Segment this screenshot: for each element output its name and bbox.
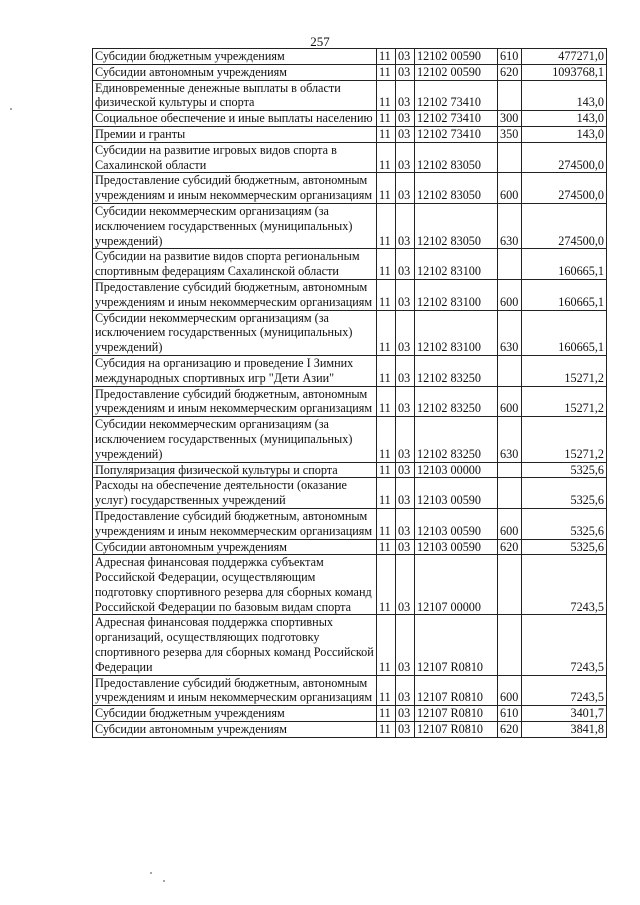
cell-c1: 11 — [377, 64, 396, 80]
cell-name: Субсидии некоммерческим организациям (за исключением государственных (муниципальных) учреждений) — [93, 203, 377, 248]
cell-code: 12102 83250 — [415, 355, 498, 386]
cell-c4: 630 — [498, 203, 522, 248]
table-row — [93, 615, 607, 675]
cell-c2: 03 — [396, 462, 415, 478]
table-row — [93, 173, 607, 204]
cell-name: Субсидии автономным учреждениям — [93, 722, 377, 738]
cell-c4: 620 — [498, 722, 522, 738]
cell-c1: 11 — [377, 142, 396, 173]
table-row — [93, 478, 607, 509]
table-row — [93, 508, 607, 539]
table-row — [93, 462, 607, 478]
cell-code: 12102 83050 — [415, 203, 498, 248]
cell-c4 — [498, 555, 522, 615]
cell-code: 12102 83250 — [415, 386, 498, 417]
cell-c4: 600 — [498, 675, 522, 706]
cell-c2: 03 — [396, 539, 415, 555]
table-row — [93, 706, 607, 722]
cell-name: Премии и гранты — [93, 126, 377, 142]
cell-c1: 11 — [377, 706, 396, 722]
cell-amount: 143,0 — [522, 80, 607, 111]
cell-code: 12107 00000 — [415, 555, 498, 615]
cell-c1: 11 — [377, 675, 396, 706]
cell-c2: 03 — [396, 706, 415, 722]
cell-c1: 11 — [377, 386, 396, 417]
cell-amount: 3841,8 — [522, 722, 607, 738]
table-row — [93, 249, 607, 280]
cell-c2: 03 — [396, 279, 415, 310]
scan-speck — [150, 872, 152, 874]
table-row — [93, 111, 607, 127]
table-row — [93, 64, 607, 80]
cell-name: Адресная финансовая поддержка субъектам Российской Федерации, осуществляющим подготовку спортивного резерва для сборных команд Российской Федерации по базовым видам спорта — [93, 555, 377, 615]
cell-name: Субсидии некоммерческим организациям (за исключением государственных (муниципальных) учреждений) — [93, 417, 377, 462]
cell-name: Субсидии на развитие видов спорта региональным спортивным федерациям Сахалинской области — [93, 249, 377, 280]
cell-amount: 5325,6 — [522, 539, 607, 555]
cell-c1: 11 — [377, 508, 396, 539]
cell-c2: 03 — [396, 722, 415, 738]
cell-c1: 11 — [377, 417, 396, 462]
cell-c4: 600 — [498, 279, 522, 310]
cell-amount: 5325,6 — [522, 462, 607, 478]
cell-amount: 5325,6 — [522, 478, 607, 509]
cell-c4: 600 — [498, 386, 522, 417]
table-row — [93, 555, 607, 615]
cell-name: Расходы на обеспечение деятельности (оказание услуг) государственных учреждений — [93, 478, 377, 509]
cell-name: Предоставление субсидий бюджетным, автономным учреждениям и иным некоммерческим организациям — [93, 173, 377, 204]
cell-code: 12102 73410 — [415, 80, 498, 111]
cell-c4 — [498, 249, 522, 280]
cell-c1: 11 — [377, 279, 396, 310]
table-row — [93, 355, 607, 386]
cell-code: 12102 00590 — [415, 49, 498, 65]
cell-c1: 11 — [377, 722, 396, 738]
table-row — [93, 675, 607, 706]
cell-code: 12102 83100 — [415, 279, 498, 310]
cell-code: 12107 R0810 — [415, 675, 498, 706]
table-row — [93, 386, 607, 417]
cell-code: 12102 83050 — [415, 142, 498, 173]
page-number: 257 — [310, 34, 330, 49]
cell-amount: 477271,0 — [522, 49, 607, 65]
cell-c4: 630 — [498, 417, 522, 462]
cell-amount: 160665,1 — [522, 279, 607, 310]
cell-c1: 11 — [377, 478, 396, 509]
table-row — [93, 417, 607, 462]
cell-code: 12107 R0810 — [415, 706, 498, 722]
cell-amount: 15271,2 — [522, 417, 607, 462]
cell-code: 12102 83100 — [415, 249, 498, 280]
cell-name: Предоставление субсидий бюджетным, автономным учреждениям и иным некоммерческим организациям — [93, 508, 377, 539]
cell-c4 — [498, 355, 522, 386]
cell-c1: 11 — [377, 203, 396, 248]
cell-name: Субсидия на организацию и проведение I Зимних международных спортивных игр "Дети Азии" — [93, 355, 377, 386]
cell-name: Субсидии на развитие игровых видов спорта в Сахалинской области — [93, 142, 377, 173]
cell-c1: 11 — [377, 355, 396, 386]
cell-c4 — [498, 80, 522, 111]
table-row — [93, 539, 607, 555]
cell-name: Социальное обеспечение и иные выплаты населению — [93, 111, 377, 127]
cell-c1: 11 — [377, 173, 396, 204]
cell-name: Популяризация физической культуры и спорта — [93, 462, 377, 478]
table-row — [93, 310, 607, 355]
cell-code: 12107 R0810 — [415, 615, 498, 675]
table-row — [93, 203, 607, 248]
cell-c2: 03 — [396, 310, 415, 355]
cell-c4: 610 — [498, 706, 522, 722]
cell-c1: 11 — [377, 249, 396, 280]
cell-amount: 160665,1 — [522, 249, 607, 280]
cell-name: Единовременные денежные выплаты в области физической культуры и спорта — [93, 80, 377, 111]
cell-c2: 03 — [396, 142, 415, 173]
cell-c4 — [498, 615, 522, 675]
table-row — [93, 722, 607, 738]
cell-amount: 3401,7 — [522, 706, 607, 722]
cell-c2: 03 — [396, 249, 415, 280]
cell-code: 12103 00590 — [415, 478, 498, 509]
cell-code: 12103 00590 — [415, 508, 498, 539]
cell-c2: 03 — [396, 478, 415, 509]
cell-amount: 274500,0 — [522, 203, 607, 248]
cell-c1: 11 — [377, 615, 396, 675]
cell-c4: 630 — [498, 310, 522, 355]
cell-name: Субсидии бюджетным учреждениям — [93, 49, 377, 65]
cell-c4: 620 — [498, 539, 522, 555]
cell-c4: 610 — [498, 49, 522, 65]
cell-c1: 11 — [377, 462, 396, 478]
cell-amount: 160665,1 — [522, 310, 607, 355]
cell-c2: 03 — [396, 111, 415, 127]
scan-speck — [10, 108, 12, 110]
cell-c2: 03 — [396, 203, 415, 248]
cell-c4 — [498, 462, 522, 478]
cell-c2: 03 — [396, 615, 415, 675]
cell-c2: 03 — [396, 417, 415, 462]
cell-c1: 11 — [377, 80, 396, 111]
cell-amount: 15271,2 — [522, 355, 607, 386]
cell-code: 12102 73410 — [415, 126, 498, 142]
cell-c2: 03 — [396, 49, 415, 65]
cell-c1: 11 — [377, 539, 396, 555]
table-row — [93, 80, 607, 111]
cell-code: 12102 00590 — [415, 64, 498, 80]
cell-c2: 03 — [396, 173, 415, 204]
cell-c1: 11 — [377, 310, 396, 355]
cell-c1: 11 — [377, 555, 396, 615]
budget-table — [92, 48, 607, 738]
cell-code: 12102 83050 — [415, 173, 498, 204]
cell-amount: 1093768,1 — [522, 64, 607, 80]
cell-c1: 11 — [377, 111, 396, 127]
cell-code: 12103 00590 — [415, 539, 498, 555]
cell-c1: 11 — [377, 126, 396, 142]
table-row — [93, 49, 607, 65]
cell-c2: 03 — [396, 508, 415, 539]
cell-code: 12102 73410 — [415, 111, 498, 127]
cell-c4: 600 — [498, 173, 522, 204]
scan-speck — [163, 880, 165, 882]
cell-name: Субсидии автономным учреждениям — [93, 539, 377, 555]
cell-c2: 03 — [396, 355, 415, 386]
cell-c2: 03 — [396, 675, 415, 706]
budget-table-body — [93, 49, 607, 738]
cell-c4 — [498, 478, 522, 509]
cell-code: 12102 83100 — [415, 310, 498, 355]
cell-name: Предоставление субсидий бюджетным, автономным учреждениям и иным некоммерческим организациям — [93, 386, 377, 417]
cell-c2: 03 — [396, 386, 415, 417]
cell-code: 12102 83250 — [415, 417, 498, 462]
cell-c4: 620 — [498, 64, 522, 80]
cell-name: Предоставление субсидий бюджетным, автономным учреждениям и иным некоммерческим организациям — [93, 279, 377, 310]
cell-amount: 274500,0 — [522, 173, 607, 204]
cell-c4 — [498, 142, 522, 173]
cell-name: Субсидии бюджетным учреждениям — [93, 706, 377, 722]
cell-name: Субсидии некоммерческим организациям (за исключением государственных (муниципальных) учреждений) — [93, 310, 377, 355]
table-row — [93, 126, 607, 142]
cell-c4: 350 — [498, 126, 522, 142]
cell-code: 12107 R0810 — [415, 722, 498, 738]
cell-amount: 7243,5 — [522, 615, 607, 675]
cell-amount: 5325,6 — [522, 508, 607, 539]
cell-c4: 300 — [498, 111, 522, 127]
table-row — [93, 279, 607, 310]
cell-amount: 274500,0 — [522, 142, 607, 173]
cell-amount: 15271,2 — [522, 386, 607, 417]
table-row — [93, 142, 607, 173]
cell-c2: 03 — [396, 64, 415, 80]
cell-amount: 143,0 — [522, 111, 607, 127]
cell-name: Предоставление субсидий бюджетным, автономным учреждениям и иным некоммерческим организациям — [93, 675, 377, 706]
cell-code: 12103 00000 — [415, 462, 498, 478]
cell-amount: 143,0 — [522, 126, 607, 142]
cell-c2: 03 — [396, 80, 415, 111]
cell-c4: 600 — [498, 508, 522, 539]
cell-amount: 7243,5 — [522, 675, 607, 706]
cell-name: Адресная финансовая поддержка спортивных организаций, осуществляющих подготовку спортивного резерва для сборных команд Российской Федерации — [93, 615, 377, 675]
cell-name: Субсидии автономным учреждениям — [93, 64, 377, 80]
cell-amount: 7243,5 — [522, 555, 607, 615]
cell-c2: 03 — [396, 555, 415, 615]
cell-c2: 03 — [396, 126, 415, 142]
cell-c1: 11 — [377, 49, 396, 65]
